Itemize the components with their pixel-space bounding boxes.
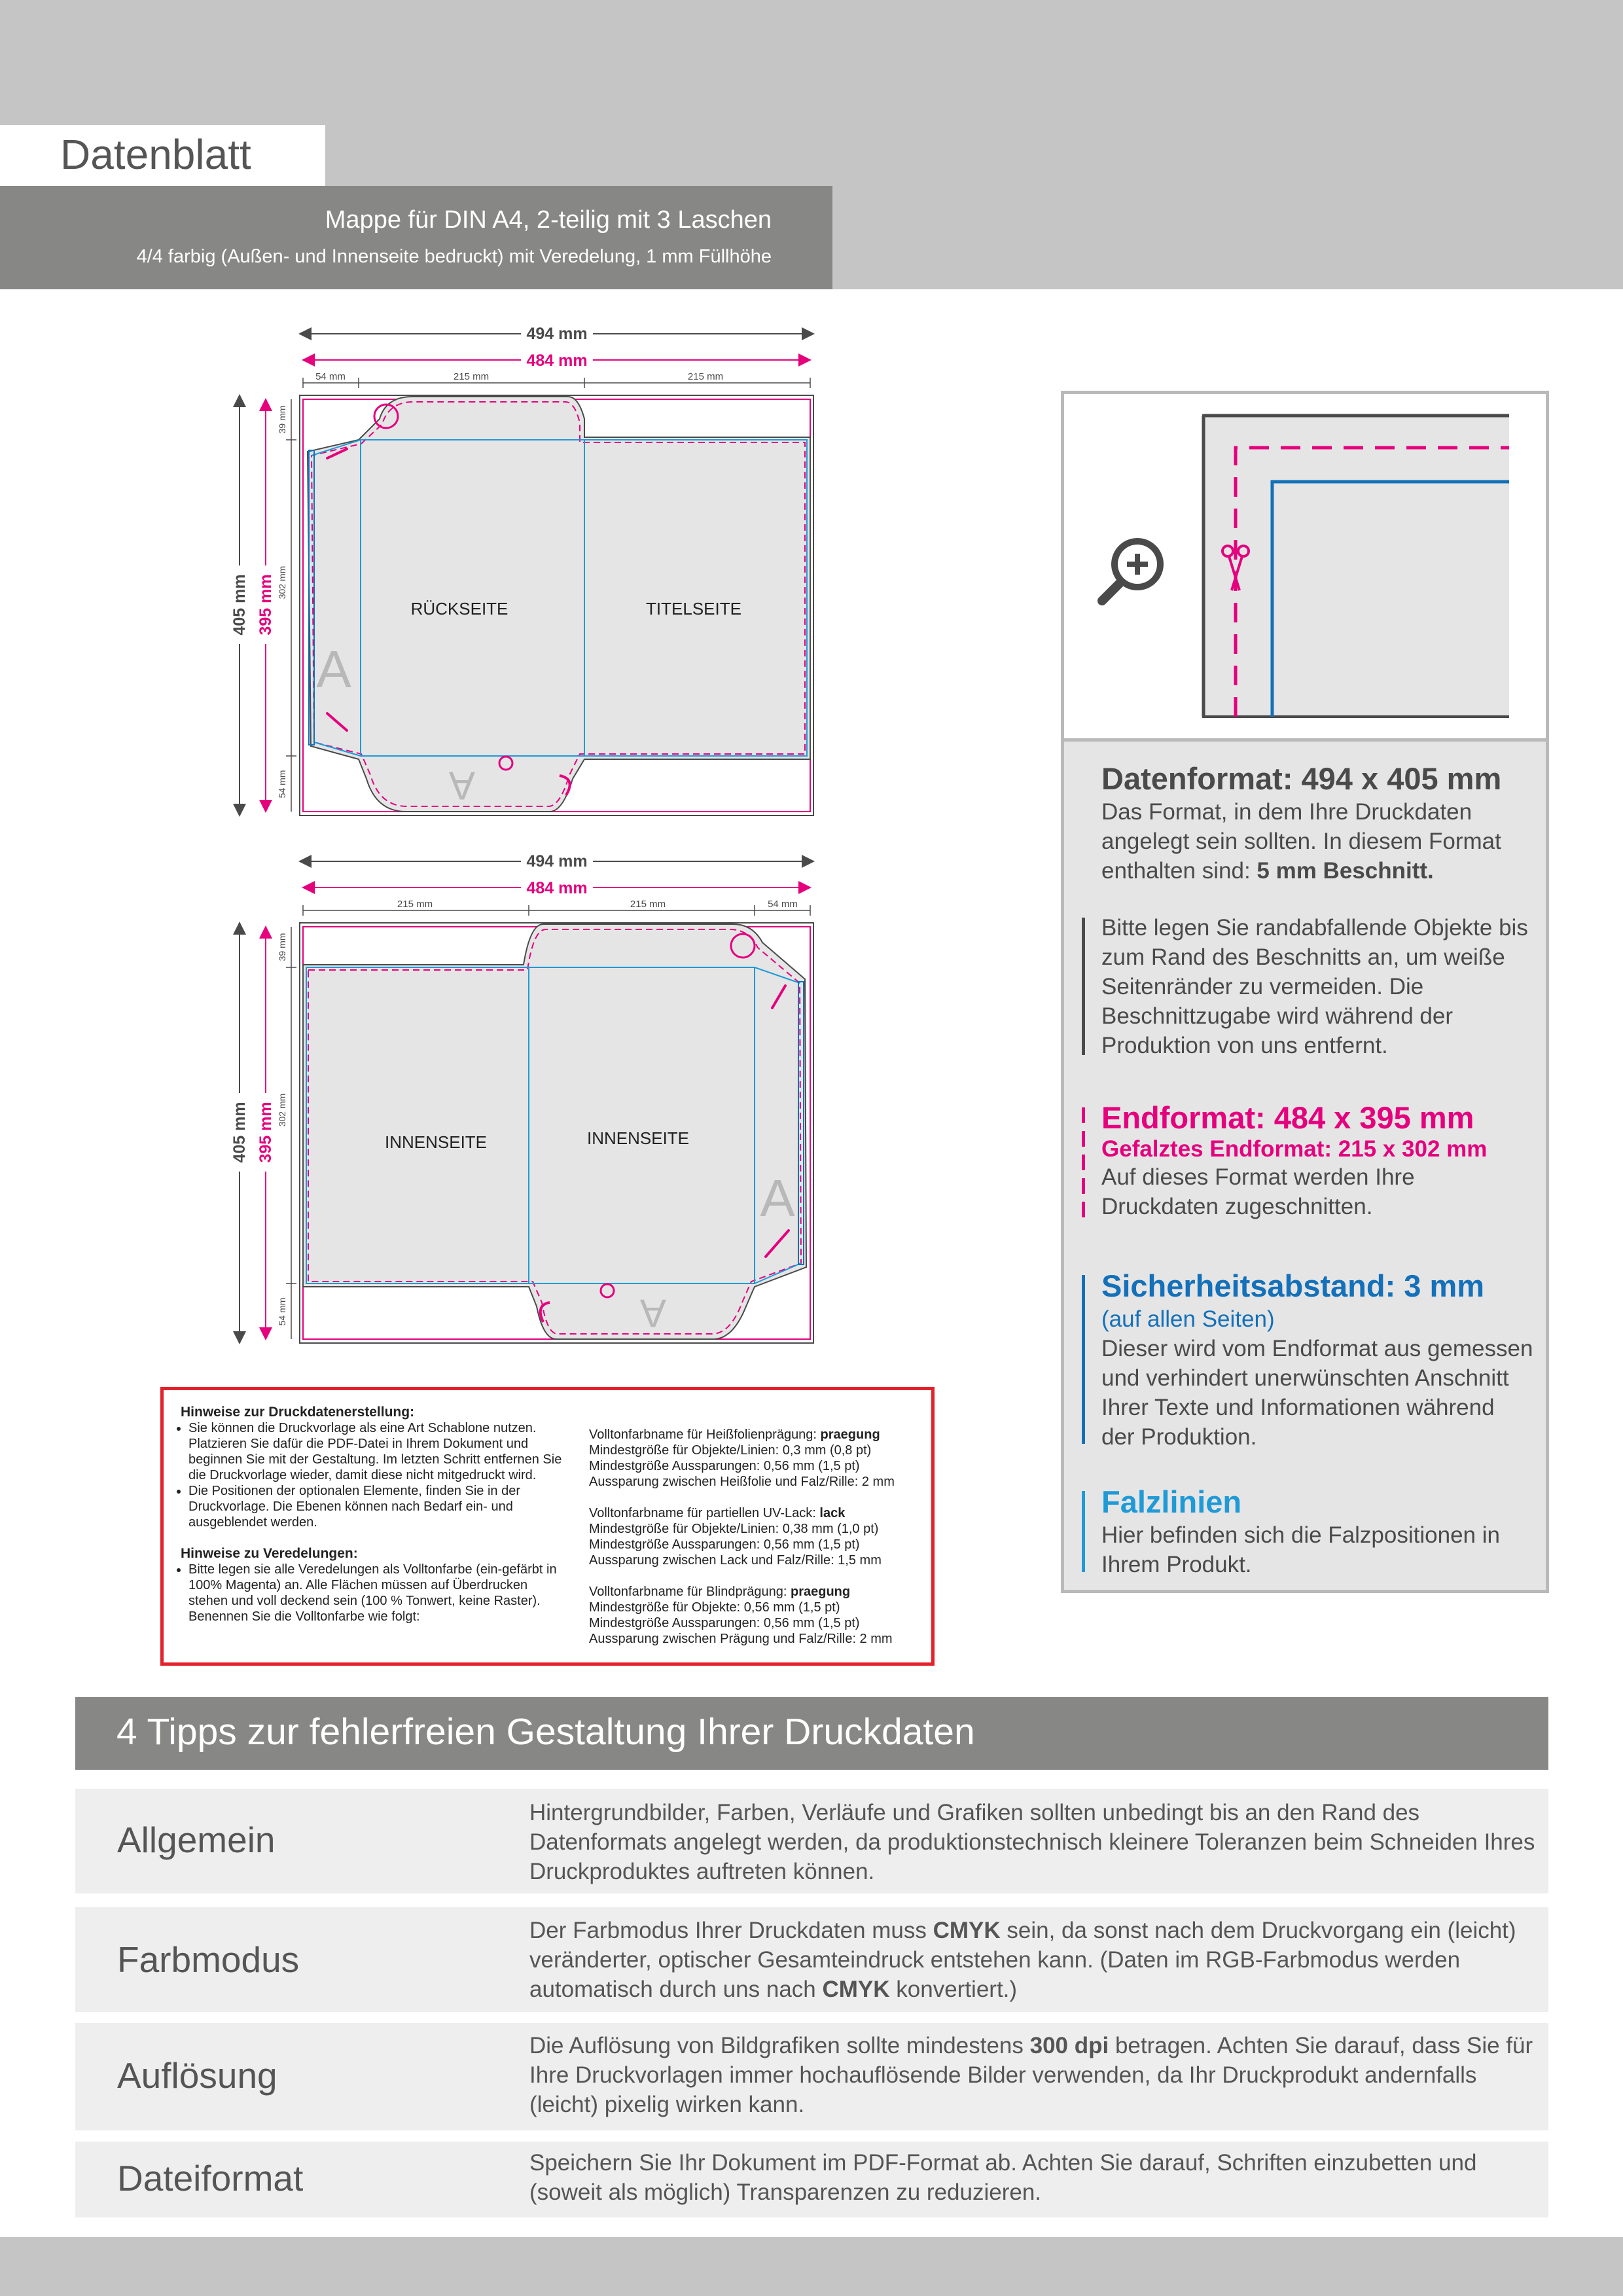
svg-text:54 mm: 54 mm bbox=[277, 1297, 287, 1326]
tip-text: Die Auflösung von Bildgrafiken sollte mindestens 300 dpi betragen. Achten Sie darauf, dass Sie für Ihre Druckvorlagen immer hochauflösende Bilder verwenden, da Ihr Druckprodukt andernfalls (leicht) pixelig wirken kann. bbox=[529, 2033, 1533, 2117]
marker-a: A bbox=[316, 640, 351, 698]
falz-bar bbox=[1082, 1491, 1085, 1572]
zoom-illustration bbox=[1064, 394, 1546, 742]
dim-width-total: 494 mm bbox=[526, 325, 588, 343]
folder-cut-inside bbox=[303, 924, 806, 1339]
svg-text:405 mm: 405 mm bbox=[230, 1102, 249, 1163]
svg-text:A: A bbox=[760, 1169, 795, 1227]
marker-a-rotated: A bbox=[448, 764, 476, 808]
svg-text:395 mm: 395 mm bbox=[257, 1102, 275, 1163]
notes-heading-2: Hinweise zu Veredelungen: bbox=[181, 1546, 358, 1561]
dim-height-total: 405 mm bbox=[230, 574, 249, 636]
zoom-in-icon bbox=[1102, 538, 1164, 601]
svg-text:39 mm: 39 mm bbox=[277, 405, 287, 434]
endformat-text: Auf dieses Format werden Ihre Druckdaten zugeschnitten. bbox=[1101, 1164, 1415, 1219]
datenformat-title: Datenformat: 494 x 405 mm bbox=[1101, 761, 1502, 796]
dim-seg-left: 54 mm bbox=[315, 371, 346, 382]
tip-row bbox=[75, 2023, 1548, 2130]
footer-band bbox=[0, 2237, 1623, 2296]
product-spec: 4/4 farbig (Außen- und Innenseite bedruckt) mit Veredelung, 1 mm Füllhöhe bbox=[136, 246, 772, 267]
diagram-outside bbox=[223, 314, 831, 825]
product-box bbox=[0, 186, 832, 289]
svg-text:215 mm: 215 mm bbox=[397, 899, 433, 910]
product-name: Mappe für DIN A4, 2-teilig mit 3 Laschen bbox=[325, 206, 772, 234]
label-innenseite-left: INNENSEITE bbox=[384, 1132, 488, 1152]
svg-text:54 mm: 54 mm bbox=[768, 899, 798, 910]
tip-text: Hintergrundbilder, Farben, Verläufe und Grafiken sollten unbedingt bis an den Rand des Datenformats angelegt werden, da produktionstechnisch kleinere Toleranzen beim Schneiden Ihres Druckproduktes auftreten können. bbox=[529, 1800, 1535, 1884]
tip-row bbox=[75, 1907, 1548, 2012]
notes-item-2: • Die Positionen der optionalen Elemente, finden Sie in der Druckvorlage. Die Ebenen können nach Bedarf ein- und ausgeblendet werden. bbox=[188, 1483, 567, 1530]
tip-label: Auflösung bbox=[117, 2055, 277, 2096]
tip-text: Speichern Sie Ihr Dokument im PDF-Format ab. Achten Sie darauf, Schriften einzubetten und (soweit als möglich) Transparenzen zu reduzieren. bbox=[529, 2150, 1477, 2205]
tip-text: Der Farbmodus Ihrer Druckdaten muss CMYK sein, da sonst nach dem Druckvorgang ein (leicht) veränderter, optischer Gesamteindruck entstehen kann. (Daten im RGB-Farbmodus werden automatisch durch uns nach CMYK konvertiert.) bbox=[529, 1918, 1516, 2002]
label-titelseite: TITELSEITE bbox=[646, 599, 741, 619]
notes-item-1: • Sie können die Druckvorlage als eine Art Schablone nutzen. Platzieren Sie dafür die PDF-Datei in Ihrem Dokument und beginnen Sie mit der Gestaltung. Im letzten Schritt entfernen Sie die Druckvorlage wieder, damit diese nicht mitgedruckt wird. bbox=[188, 1420, 567, 1483]
falz-text: Hier befinden sich die Falzpositionen in Ihrem Produkt. bbox=[1101, 1522, 1500, 1577]
svg-text:54 mm: 54 mm bbox=[277, 770, 287, 798]
falz-title: Falzlinien bbox=[1101, 1484, 1242, 1519]
notes-right: Volltonfarbname für Heißfolienprägung: praegung Mindestgröße für Objekte/Linien: 0,3 mm (0,8 pt) Mindestgröße Aussparungen: 0,56 mm (1,5 pt) Aussparung zwischen Heißfolie und Falz/Rille: 2 mm Volltonfarbname für partiellen UV-Lack: lack Mindestgröße für Objekte/Linien: 0,38 mm (1,0 pt) Mindestgröße Aussparungen: 0,56 mm (1,5 pt) Aussparung zwischen Lack und Falz/Rille: 1,5 mm Volltonfarbname für Blindprägung: praegung Mindestgröße für Objekte: 0,56 mm (1,5 pt) Mindestgröße Aussparungen: 0,56 mm (1,5 pt) Aussparung zwischen Prägung und Falz/Rille: 2 mm bbox=[589, 1427, 895, 1646]
sicherheit-text: Dieser wird vom Endformat aus gemessen und verhindert unerwünschten Anschnitt Ihrer Texte und Informationen während der Produktion. bbox=[1101, 1336, 1533, 1450]
tip-label: Farbmodus bbox=[117, 1939, 300, 1980]
dim-width-final: 484 mm bbox=[526, 879, 588, 897]
label-innenseite-right: INNENSEITE bbox=[586, 1128, 690, 1148]
legend-endformat bbox=[1101, 1100, 1533, 1221]
legend-falz bbox=[1101, 1484, 1533, 1579]
endformat-title: Endformat: 484 x 395 mm bbox=[1101, 1100, 1474, 1135]
zoom-detail-svg bbox=[1064, 394, 1546, 738]
beschnitt-bar bbox=[1082, 918, 1085, 1055]
dim-width-total: 494 mm bbox=[526, 852, 588, 870]
tip-row bbox=[75, 1789, 1548, 1893]
diagram-inside bbox=[223, 844, 831, 1355]
legend-panel bbox=[1061, 391, 1549, 1593]
dim-width-final: 484 mm bbox=[526, 351, 588, 370]
tips-header bbox=[75, 1697, 1548, 1770]
tips-title: 4 Tipps zur fehlerfreien Gestaltung Ihrer Druckdaten bbox=[116, 1711, 975, 1753]
tip-label: Dateiformat bbox=[117, 2158, 304, 2198]
notes-left bbox=[181, 1405, 567, 1624]
sicherheit-title: Sicherheitsabstand: 3 mm bbox=[1101, 1268, 1485, 1303]
title-box bbox=[0, 125, 325, 186]
svg-text:302 mm: 302 mm bbox=[277, 1093, 287, 1127]
notes-heading-1: Hinweise zur Druckdatenerstellung: bbox=[181, 1405, 415, 1420]
endformat-sub: Gefalztes Endformat: 215 x 302 mm bbox=[1101, 1136, 1488, 1162]
svg-text:A: A bbox=[639, 1291, 667, 1335]
page-title: Datenblatt bbox=[60, 131, 251, 178]
svg-text:39 mm: 39 mm bbox=[277, 933, 287, 961]
dim-height-final: 395 mm bbox=[257, 574, 275, 636]
legend-datenformat: Datenformat: 494 x 405 mm Das Format, in dem Ihre Druckdaten angelegt sein sollten. In diesem Format enthalten sind: 5 mm Beschnitt. bbox=[1101, 761, 1520, 886]
label-rueckseite: RÜCKSEITE bbox=[410, 599, 508, 619]
sicherheit-sub: (auf allen Seiten) bbox=[1101, 1306, 1275, 1332]
svg-text:302 mm: 302 mm bbox=[277, 565, 287, 600]
notes-box bbox=[160, 1387, 935, 1666]
beschnitt-text: Bitte legen Sie randabfallende Objekte bis zum Rand des Beschnitts an, um weiße Seitenränder zu vermeiden. Die Beschnittzugabe wird während der Produktion von uns entfernt. bbox=[1101, 915, 1528, 1058]
notes-item-3: • Bitte legen sie alle Veredelungen als Volltonfarbe (ein-gefärbt in 100% Magenta) an. Alle Flächen müssen auf Überdrucken stehen und voll deckend sein (100 % Tonwert, keine Raster). Benennen Sie die Volltonfarbe wie folgt: bbox=[188, 1562, 567, 1624]
svg-text:215 mm: 215 mm bbox=[630, 899, 666, 910]
tip-label: Allgemein bbox=[117, 1820, 276, 1860]
endformat-bar bbox=[1082, 1107, 1085, 1224]
sicherheit-bar bbox=[1082, 1275, 1085, 1444]
tip-row bbox=[75, 2142, 1548, 2217]
dim-seg-right: 215 mm bbox=[687, 371, 724, 382]
legend-sicherheit bbox=[1101, 1268, 1533, 1452]
dim-seg-mid: 215 mm bbox=[453, 371, 490, 382]
